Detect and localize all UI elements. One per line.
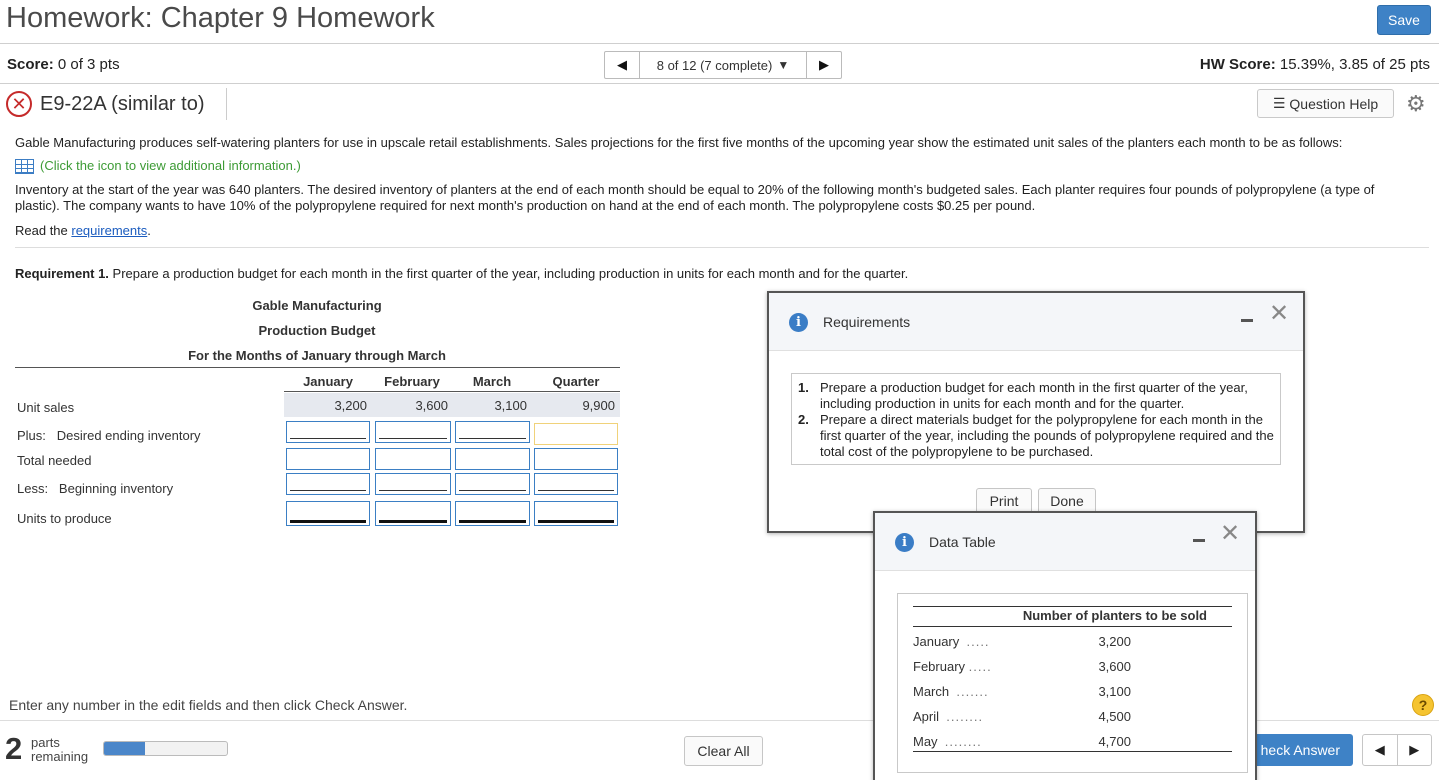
parts-remaining-label: parts remaining (31, 735, 89, 764)
input-total-needed-feb[interactable] (375, 448, 451, 470)
divider (226, 88, 227, 120)
row-label: Unit sales (17, 400, 75, 415)
list-icon: ☰ (1272, 95, 1286, 111)
table-rule (913, 751, 1232, 752)
requirements-list (791, 373, 1281, 465)
input-desired-ending-mar[interactable] (455, 421, 530, 443)
input-total-needed-quarter[interactable] (534, 448, 618, 470)
done-button[interactable]: Done (1038, 488, 1096, 514)
column-header: Quarter (552, 374, 600, 389)
data-table-link[interactable]: (Click the icon to view additional information.) (15, 158, 301, 174)
input-beginning-jan[interactable] (286, 473, 370, 495)
incorrect-icon: ✕ (6, 91, 32, 117)
gear-icon[interactable]: ⚙ (1406, 91, 1426, 116)
table-row-month: March ....... (913, 684, 989, 699)
parts-progress-bar (103, 741, 228, 756)
list-item: 2. Prepare a direct materials budget for the polypropylene for each month in the first quarter of the year, including the pounds of polypropylene required and the total cost of the polypropylene to be purchased. (798, 412, 1274, 459)
info-icon: i (895, 533, 914, 552)
input-units-produce-jan[interactable] (286, 501, 370, 526)
question-help-button[interactable]: ☰ Question Help (1257, 89, 1394, 118)
input-desired-ending-quarter[interactable] (534, 423, 618, 445)
page-title: Homework: Chapter 9 Homework (6, 2, 435, 34)
table-row-month: May ........ (913, 734, 982, 749)
table-row-value: 4,500 (1098, 709, 1131, 724)
table-rule (913, 606, 1232, 607)
clear-all-button[interactable]: Clear All (684, 736, 763, 766)
question-name: E9-22A (similar to) (40, 93, 205, 115)
table-row-value: 4,700 (1098, 734, 1131, 749)
table-row-value: 3,100 (1098, 684, 1131, 699)
row-label: Less: Beginning inventory (17, 481, 174, 496)
column-header: Number of planters to be sold (1022, 608, 1207, 623)
unit-sales-value: 3,600 (415, 398, 448, 413)
next-button[interactable]: ▶ (1397, 735, 1432, 765)
save-button[interactable]: Save (1377, 5, 1431, 35)
print-button[interactable]: Print (976, 488, 1032, 514)
check-answer-button[interactable]: heck Answer (1248, 734, 1353, 766)
info-icon: i (789, 313, 808, 332)
row-label: Units to produce (17, 511, 112, 526)
table-rule (284, 391, 620, 392)
unit-sales-value: 9,900 (582, 398, 615, 413)
input-beginning-feb[interactable] (375, 473, 451, 495)
prev-question-button[interactable]: ◀ (617, 57, 627, 72)
input-desired-ending-feb[interactable] (375, 421, 451, 443)
progress-fill (104, 742, 145, 755)
dialog-header (769, 293, 1303, 351)
row-label: Plus: Desired ending inventory (17, 428, 201, 443)
hw-score: HW Score: 15.39%, 3.85 of 25 pts (1199, 56, 1430, 73)
input-total-needed-mar[interactable] (455, 448, 530, 470)
pager (1362, 734, 1432, 766)
prev-button[interactable]: ◀ (1374, 742, 1385, 757)
requirements-link[interactable]: requirements (71, 223, 148, 238)
input-units-produce-feb[interactable] (375, 501, 451, 526)
unit-sales-value: 3,200 (334, 398, 367, 413)
unit-sales-value: 3,100 (494, 398, 527, 413)
score-bar (0, 44, 1439, 84)
table-icon[interactable] (15, 159, 34, 174)
chevron-down-icon: ▼ (777, 58, 790, 72)
input-beginning-quarter[interactable] (534, 473, 618, 495)
input-total-needed-jan[interactable] (286, 448, 370, 470)
input-beginning-mar[interactable] (455, 473, 530, 495)
close-icon[interactable]: ✕ (1269, 300, 1290, 327)
help-icon[interactable]: ? (1412, 694, 1434, 716)
table-row-value: 3,600 (1098, 659, 1131, 674)
read-requirements: Read the requirements. (15, 223, 151, 238)
dialog-title: Requirements (823, 314, 911, 330)
requirements-dialog (767, 291, 1305, 533)
table-rule (15, 367, 620, 368)
table-row-month: February ..... (913, 659, 992, 674)
table-row-value: 3,200 (1098, 634, 1131, 649)
score: Score: 0 of 3 pts (7, 56, 120, 73)
problem-paragraph-2: Inventory at the start of the year was 640 planters. The desired inventory of planters at the end of each month should be equal to 20% of the following month's budgeted sales. Each planter requires four pounds of polypropylene (a type of plastic). The company wants to have 10% of the polypropylene required for next month's production on hand at the end of each month. The polypropylene costs $0.25 per pound. (15, 182, 1375, 213)
minimize-icon[interactable] (1193, 539, 1205, 542)
input-units-produce-mar[interactable] (455, 501, 530, 526)
next-question-button[interactable]: ▶ (819, 57, 829, 72)
page-header (0, 0, 1439, 44)
problem-paragraph: Gable Manufacturing produces self-watering planters for use in upscale retail establishments. Sales projections for the first five months of the upcoming year show the estimated unit sales of the planters each month to be as follows: (15, 135, 1343, 150)
minimize-icon[interactable] (1241, 319, 1253, 322)
column-header: March (472, 374, 512, 389)
close-icon[interactable]: ✕ (1220, 520, 1241, 547)
data-table (897, 593, 1248, 773)
row-label: Total needed (17, 453, 92, 468)
divider (15, 247, 1429, 248)
parts-remaining-count: 2 (5, 731, 23, 766)
budget-title: Production Budget (258, 323, 376, 338)
table-row-month: January ..... (913, 634, 990, 649)
requirement-1-text: Requirement 1. Prepare a production budget for each month in the first quarter of the year, including production in units for each month and for the quarter. (15, 266, 909, 281)
dialog-header (875, 513, 1255, 571)
column-header: January (303, 374, 353, 389)
dialog-title: Data Table (929, 534, 996, 550)
list-item: 1. Prepare a production budget for each month in the first quarter of the year, including production in units for each month and for the quarter. (798, 380, 1248, 411)
question-bar (0, 84, 1439, 124)
question-list-dropdown[interactable]: 8 of 12 (7 complete) ▼ (639, 52, 807, 78)
budget-period: For the Months of January through March (188, 348, 446, 363)
question-navigator (604, 51, 842, 79)
input-units-produce-quarter[interactable] (534, 501, 618, 526)
input-desired-ending-jan[interactable] (286, 421, 370, 443)
column-header: February (384, 374, 440, 389)
budget-company: Gable Manufacturing (252, 298, 382, 313)
table-rule (913, 626, 1232, 627)
data-table-dialog (873, 511, 1257, 780)
instruction-text: Enter any number in the edit fields and then click Check Answer. (9, 697, 408, 713)
table-row-month: April ........ (913, 709, 984, 724)
